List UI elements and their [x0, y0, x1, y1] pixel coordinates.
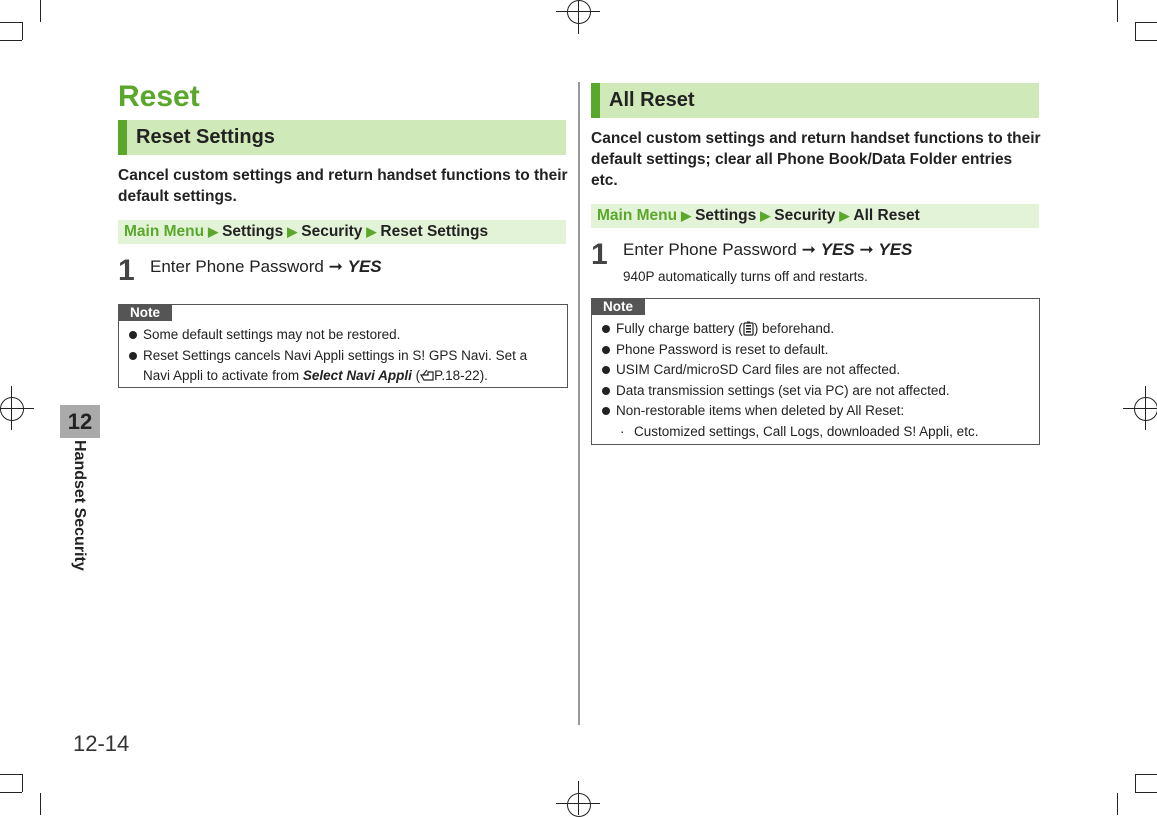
note-item: Reset Settings cancels Navi Appli settings in S! GPS Navi. Set a Navi Appli to activate from Select Navi Appli ( P.18-22). — [119, 346, 563, 387]
step-number: 1 — [591, 238, 608, 271]
note-label: Note — [591, 298, 645, 315]
note-label: Note — [118, 304, 172, 321]
page-title: Reset — [118, 80, 200, 113]
reset-settings-note — [118, 304, 568, 388]
all-reset-menu-path: Main Menu ▶ Settings ▶ Security ▶ All Reset — [591, 204, 1039, 228]
note-item: Non-restorable items when deleted by All Reset: — [592, 401, 1035, 422]
reset-settings-intro: Cancel custom settings and return handset functions to their default settings. — [118, 167, 568, 205]
arrow-right-icon: ▶ — [366, 224, 377, 239]
section-heading-reset-settings: Reset Settings — [118, 120, 566, 155]
arrow-right-icon: ▶ — [287, 224, 298, 239]
note-item: Data transmission settings (set via PC) are not affected. — [592, 381, 1035, 402]
note-item: Fully charge battery ( ) beforehand. — [592, 319, 1035, 340]
arrow-right-icon: ▶ — [208, 224, 219, 239]
all-reset-step-sub: 940P automatically turns off and restarts. — [623, 269, 868, 284]
chapter-number-tab: 12 — [60, 405, 100, 438]
arrow-right-icon: ▶ — [760, 208, 771, 223]
note-item: Phone Password is reset to default. — [592, 340, 1035, 361]
note-sub-item: · Customized settings, Call Logs, downloaded S! Appli, etc. — [592, 422, 1035, 443]
all-reset-intro: Cancel custom settings and return handset functions to their default settings; clear all Phone Book/Data Folder entries etc. — [591, 130, 1041, 189]
all-reset-note — [591, 298, 1040, 445]
step-number: 1 — [118, 254, 135, 287]
arrow-icon: ➞ — [801, 240, 816, 259]
battery-icon — [743, 321, 754, 336]
note-item: USIM Card/microSD Card files are not affected. — [592, 360, 1035, 381]
arrow-icon: ➞ — [859, 240, 874, 259]
arrow-right-icon: ▶ — [681, 208, 692, 223]
reset-settings-menu-path: Main Menu ▶ Settings ▶ Security ▶ Reset Settings — [118, 220, 566, 244]
column-divider — [578, 82, 580, 725]
all-reset-step-text: Enter Phone Password ➞ YES ➞ YES — [623, 240, 913, 259]
arrow-right-icon: ▶ — [839, 208, 850, 223]
note-item: Some default settings may not be restored. — [119, 325, 563, 346]
reset-settings-step-text: Enter Phone Password ➞ YES — [150, 257, 382, 276]
page-number: 12-14 — [73, 731, 130, 756]
arrow-icon: ➞ — [328, 257, 343, 276]
chapter-title: Handset Security — [71, 440, 88, 571]
page-reference-icon — [420, 369, 434, 381]
section-heading-all-reset: All Reset — [591, 83, 1039, 118]
